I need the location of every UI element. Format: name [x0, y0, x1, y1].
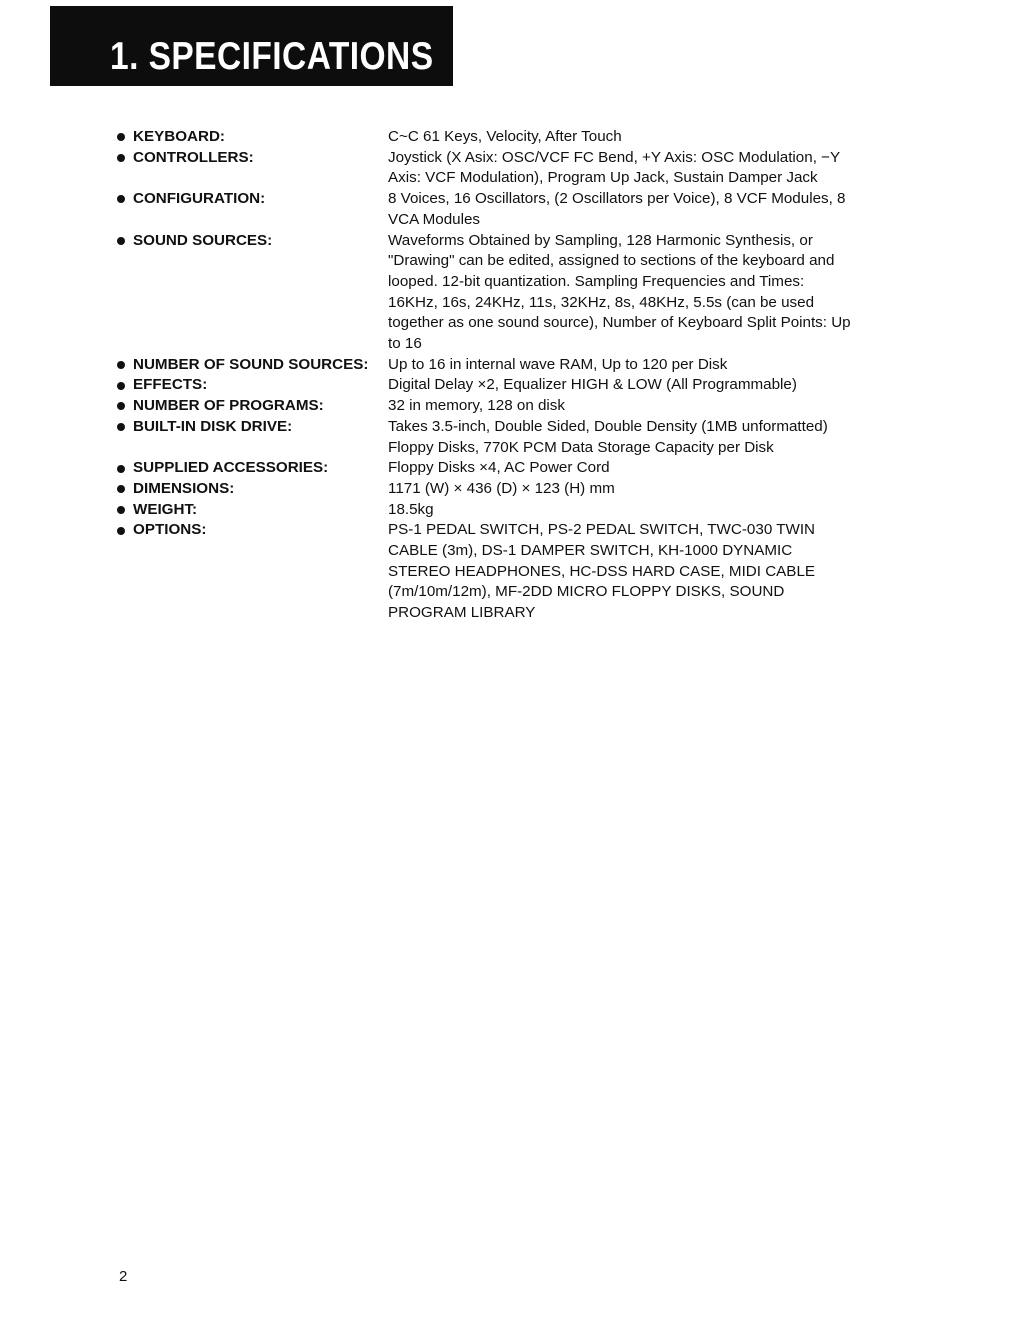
spec-value: Digital Delay ×2, Equalizer HIGH & LOW (All Programmable): [388, 376, 797, 394]
bullet-icon: [117, 479, 133, 500]
spec-value: 1171 (W) × 436 (D) × 123 (H) mm: [388, 479, 615, 497]
spec-row-weight: [117, 500, 917, 521]
spec-label: NUMBER OF SOUND SOURCES:: [133, 355, 369, 373]
spec-row-supplied-accessories: [117, 458, 917, 479]
spec-label: OPTIONS:: [133, 521, 207, 539]
spec-value: 18.5kg: [388, 500, 434, 518]
spec-label: BUILT-IN DISK DRIVE:: [133, 417, 293, 435]
bullet-icon: [117, 458, 133, 479]
bullet-icon: [117, 520, 133, 541]
spec-row-configuration: [117, 189, 917, 230]
spec-row-number-of-programs: [117, 396, 917, 417]
bullet-icon: [117, 231, 133, 252]
spec-label: CONFIGURATION:: [133, 190, 266, 208]
bullet-icon: [117, 127, 133, 148]
spec-label: SUPPLIED ACCESSORIES:: [133, 459, 329, 477]
spec-label: KEYBOARD:: [133, 128, 225, 145]
specifications-list: [117, 127, 917, 624]
bullet-icon: [117, 189, 133, 210]
spec-row-controllers: [117, 148, 917, 189]
section-title: 1. SPECIFICATIONS: [110, 35, 434, 78]
spec-row-number-of-sound-sources: [117, 355, 917, 376]
spec-label: CONTROLLERS:: [133, 148, 254, 166]
spec-label: NUMBER OF PROGRAMS:: [133, 397, 324, 415]
spec-value: C~C 61 Keys, Velocity, After Touch: [388, 128, 622, 145]
bullet-icon: [117, 500, 133, 521]
bullet-icon: [117, 355, 133, 376]
spec-value: Up to 16 in internal wave RAM, Up to 120 per Disk: [388, 355, 728, 373]
section-title-banner: [50, 6, 453, 86]
spec-row-keyboard: [117, 127, 917, 148]
spec-value: 8 Voices, 16 Oscillators, (2 Oscillators per Voice), 8 VCF Modules, 8 VCA Modules: [388, 190, 846, 228]
spec-value: Joystick (X Asix: OSC/VCF FC Bend, +Y Axis: OSC Modulation, −Y Axis: VCF Modulation), Program Up Jack, Sustain Damper Jack: [388, 148, 840, 187]
spec-label: DIMENSIONS:: [133, 479, 235, 497]
spec-row-sound-sources: [117, 231, 917, 355]
spec-label: WEIGHT:: [133, 500, 198, 518]
spec-value: 32 in memory, 128 on disk: [388, 397, 565, 415]
bullet-icon: [117, 396, 133, 417]
spec-value: PS-1 PEDAL SWITCH, PS-2 PEDAL SWITCH, TWC-030 TWIN CABLE (3m), DS-1 DAMPER SWITCH, KH-1000 DYNAMIC STEREO HEADPHONES, HC-DSS HARD CASE, MIDI CABLE (7m/10m/12m), MF-2DD MICRO FLOPPY DISKS, SOUND PROGRAM LIBRARY: [388, 521, 816, 622]
spec-label: EFFECTS:: [133, 376, 208, 394]
spec-value: Waveforms Obtained by Sampling, 128 Harmonic Synthesis, or "Drawing" can be edited, assigned to sections of the keyboard and looped. 12-bit quantization. Sampling Frequencies and Times: 16KHz, 16s, 24KHz, 11s, 32KHz, 8s, 48KHz, 5.5s (can be used together as one sound source), Number of Keyboard Split Points: Up to 16: [388, 231, 851, 353]
spec-row-effects: [117, 375, 917, 396]
page-number: 2: [119, 1268, 128, 1285]
spec-row-built-in-disk-drive: [117, 417, 917, 458]
bullet-icon: [117, 375, 133, 396]
spec-label: SOUND SOURCES:: [133, 231, 273, 249]
bullet-icon: [117, 417, 133, 438]
spec-value: Floppy Disks ×4, AC Power Cord: [388, 459, 610, 477]
spec-row-options: [117, 520, 917, 624]
spec-value: Takes 3.5-inch, Double Sided, Double Density (1MB unformatted) Floppy Disks, 770K PCM Data Storage Capacity per Disk: [388, 417, 828, 456]
bullet-icon: [117, 148, 133, 169]
spec-row-dimensions: [117, 479, 917, 500]
